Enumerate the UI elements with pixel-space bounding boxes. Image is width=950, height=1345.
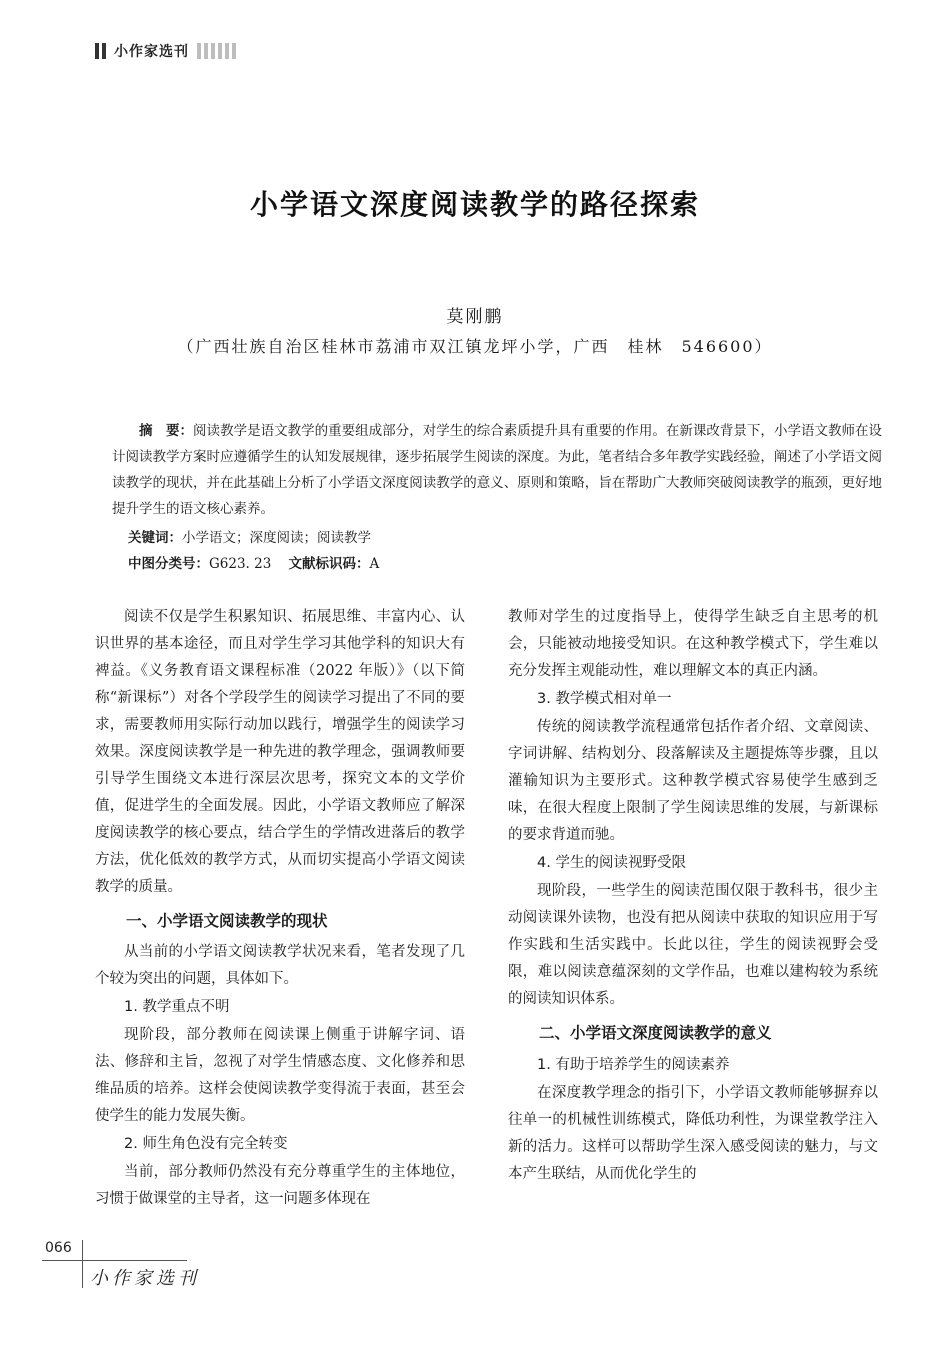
subsection-3-heading: 3. 教学模式相对单一 <box>537 691 672 707</box>
keywords-text: 小学语文；深度阅读；阅读教学 <box>182 530 371 546</box>
subsection-4-heading: 4. 学生的阅读视野受限 <box>537 855 686 871</box>
subsection-1-text: 现阶段，部分教师在阅读课上侧重于讲解字词、语法、修辞和主旨，忽视了对学生情感态度、文化修养和思维品质的培养。这样会使阅读教学变得流于表面，甚至会使学生的能力发展失衡。 <box>95 1027 465 1124</box>
page-number: 066 <box>45 1240 72 1256</box>
running-head <box>95 40 236 62</box>
subsection-4-text: 现阶段，一些学生的阅读范围仅限于教科书，很少主动阅读课外读物，也没有把从阅读中获取的知识应用于写作实践和生活实践中。长此以往，学生的阅读视野会受限，难以阅读意蕴深刻的文学作品，也难以建构较为系统的阅读知识体系。 <box>508 883 878 1007</box>
abstract-text: 阅读教学是语文教学的重要组成部分，对学生的综合素质提升具有重要的作用。在新课改背景下，小学语文教师在设计阅读教学方案时应遵循学生的认知发展规律，逐步拓展学生阅读的深度。为此，笔者结合多年教学实践经验，阐述了小学语文阅读教学的现状，并在此基础上分析了小学语文深度阅读教学的意义、原则和策略，旨在帮助广大教师突破阅读教学的瓶颈，更好地提升学生的语文核心素养。 <box>112 423 883 517</box>
section-1-heading: 一、小学语文阅读教学的现状 <box>126 912 328 930</box>
subsection-2-heading: 2. 师生角色没有完全转变 <box>124 1136 288 1152</box>
doc-code-value: A <box>369 556 380 572</box>
author-affiliation: （广西壮族自治区桂林市荔浦市双江镇龙坪小学，广西 桂林 546600） <box>177 337 773 356</box>
footer-journal-logo: 小作家选刊 <box>90 1268 200 1289</box>
intro-paragraph: 阅读不仅是学生积累知识、拓展思维、丰富内心、认识世界的基本途径，而且对学生学习其他学科的知识大有裨益。《义务教育语文课程标准（2022 年版）》（以下简称“新课标”）对各个学段学生的阅读学习提出了不同的要求，需要教师用实际行动加以践行，增强学生的阅读学习效果。深度阅读教学是一种先进的教学理念，强调教师要引导学生围绕文本进行深层次思考，探究文本的文学价值，促进学生的全面发展。因此，小学语文教师应了解深度阅读教学的核心要点，结合学生的学情改进落后的教学方法，优化低效的教学方式，从而切实提高小学语文阅读教学的质量。 <box>95 609 465 895</box>
article-title: 小学语文深度阅读教学的路径探索 <box>249 188 700 221</box>
journal-name: 小作家选刊 <box>114 44 189 60</box>
section-1-intro: 从当前的小学语文阅读教学状况来看，笔者发现了几个较为突出的问题，具体如下。 <box>95 944 465 987</box>
subsection-5-heading: 1. 有助于培养学生的阅读素养 <box>537 1057 730 1073</box>
subsection-1-heading: 1. 教学重点不明 <box>124 999 230 1015</box>
light-bars-decoration <box>197 43 236 59</box>
subsection-2-text: 当前，部分教师仍然没有充分尊重学生的主体地位，习惯于做课堂的主导者，这一问题多体现在 <box>95 1164 465 1207</box>
author-name: 莫刚鹏 <box>446 307 504 327</box>
footer-vertical-rule <box>82 1240 83 1288</box>
keywords <box>128 525 371 551</box>
doc-code-label: 文献标识码： <box>288 556 370 572</box>
dark-bars-decoration <box>95 43 106 59</box>
subsection-3-text: 传统的阅读教学流程通常包括作者介绍、文章阅读、字词讲解、结构划分、段落解读及主题提炼等步骤，且以灌输知识为主要形式。这种教学模式容易使学生感到乏味，在很大程度上限制了学生阅读思维的发展，与新课标的要求背道而驰。 <box>508 719 878 843</box>
section-2-heading: 二、小学语文深度阅读教学的意义 <box>539 1024 772 1042</box>
classification <box>128 551 379 577</box>
continued-paragraph: 教师对学生的过度指导上，使得学生缺乏自主思考的机会，只能被动地接受知识。在这种教学模式下，学生难以充分发挥主观能动性，难以理解文本的真正内涵。 <box>508 609 878 679</box>
clc-value: G623. 23 <box>209 556 272 572</box>
keywords-label: 关键词： <box>128 530 182 546</box>
subsection-5-text: 在深度教学理念的指引下，小学语文教师能够摒弃以往单一的机械性训练模式，降低功利性，为课堂教学注入新的活力。这样可以帮助学生深入感受阅读的魅力，与文本产生联结，从而优化学生的 <box>508 1085 878 1182</box>
abstract-label: 摘 要： <box>139 423 194 439</box>
footer-rule <box>42 1260 187 1261</box>
clc-label: 中图分类号： <box>128 556 209 572</box>
right-column <box>508 604 878 1188</box>
abstract <box>112 418 882 522</box>
left-column <box>95 604 465 1213</box>
